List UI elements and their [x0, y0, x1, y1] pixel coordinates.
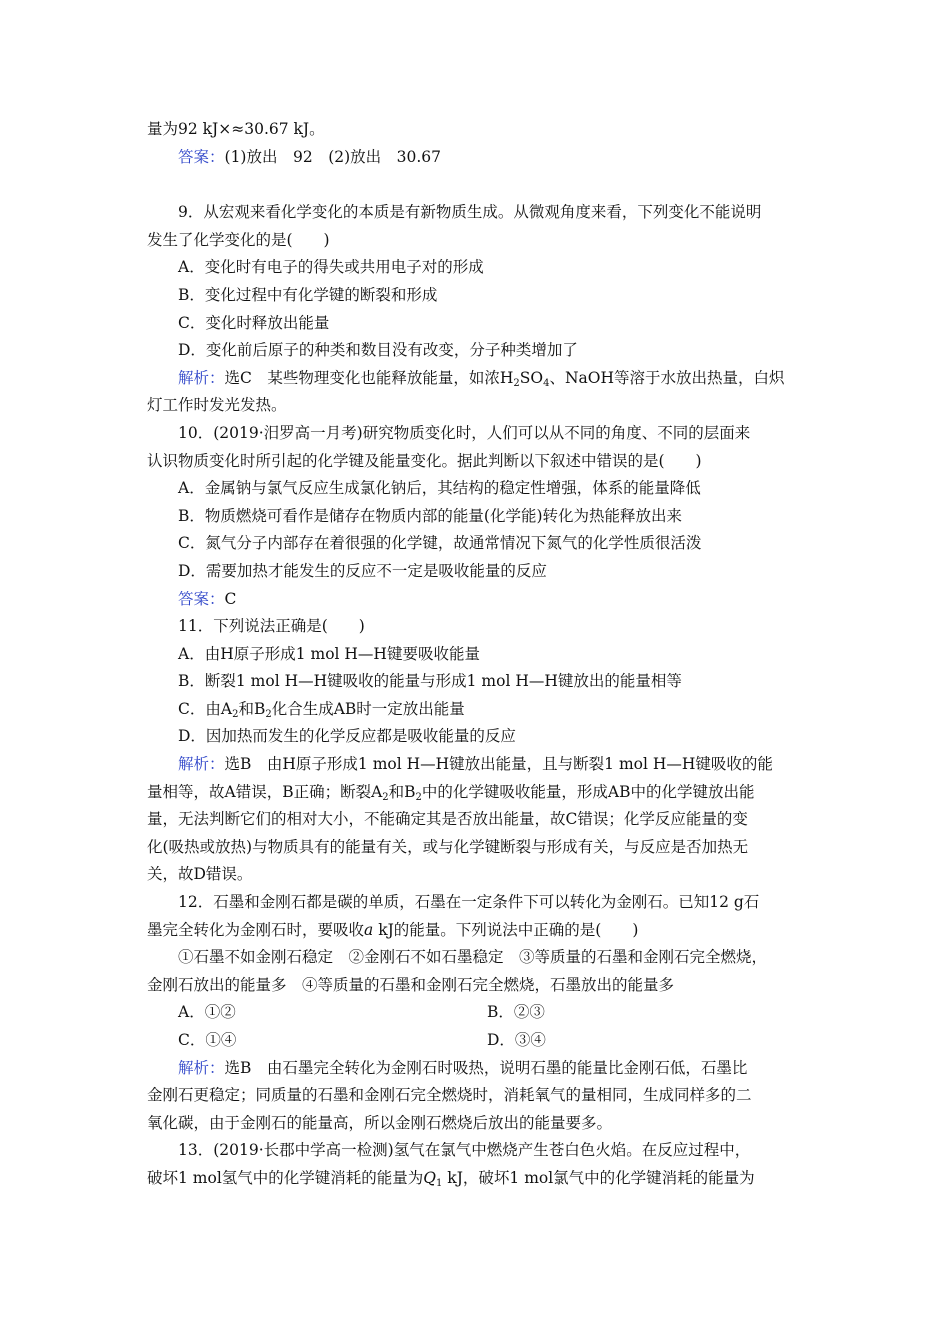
q10-answer: 答案：C	[178, 589, 237, 608]
q9-stem-line-2: 发生了化学变化的是( )	[147, 230, 330, 249]
q11-explanation-line-5: 关，故D错误。	[147, 865, 253, 884]
q11-option-b: B．断裂1 mol H—H键吸收的能量与形成1 mol H—H键放出的能量相等	[178, 672, 682, 691]
q12-stem-line-2: 墨完全转化为金刚石时，要吸收a kJ的能量。下列说法中正确的是( )	[147, 920, 639, 939]
explanation-label: 解析：	[178, 1058, 225, 1077]
q10-option-c: C．氮气分子内部存在着很强的化学键，故通常情况下氮气的化学性质很活泼	[178, 534, 702, 553]
q11-option-d: D．因加热而发生的化学反应都是吸收能量的反应	[178, 727, 516, 746]
q9-explanation-line-1: 解析：选C 某些物理变化也能释放能量，如浓$H_2SO_4$、NaOH等溶于水放出热量，白炽	[178, 368, 785, 389]
q11-explanation-line-4: 化(吸热或放热)与物质具有的能量有关，或与化学键断裂与形成有关，与反应是否加热无	[147, 837, 749, 856]
prev-answer: 答案：(1)放出 92 (2)放出 30.67	[178, 147, 442, 166]
q9-explanation-line-2: 灯工作时发光发热。	[147, 396, 287, 415]
q11-explanation-line-3: 量，无法判断它们的相对大小，不能确定其是否放出能量，故C错误；化学反应能量的变	[147, 810, 748, 829]
prev-result-line: 量为92 kJ×≈30.67 kJ。	[147, 120, 325, 138]
q9-option-d: D．变化前后原子的种类和数目没有改变，分子种类增加了	[178, 341, 578, 360]
q9-option-b: B．变化过程中有化学键的断裂和形成	[178, 285, 438, 304]
q10-option-b: B．物质燃烧可看作是储存在物质内部的能量(化学能)转化为热能释放出来	[178, 506, 682, 525]
q11-explanation-line-1: 解析：选B 由H原子形成1 mol H—H键放出能量，且与断裂1 mol H—H键吸收的能	[178, 755, 773, 774]
q10-stem-line-1: 10．(2019·汨罗高一月考)研究物质变化时，人们可以从不同的角度、不同的层面来	[178, 423, 751, 442]
q12-stem-line-1: 12．石墨和金刚石都是碳的单质，石墨在一定条件下可以转化为金刚石。已知12 g石	[178, 893, 760, 912]
q13-stem-line-2: 破坏1 mol氢气中的化学键消耗的能量为$Q_1$ kJ，破坏1 mol氯气中的化学键消耗的能量为	[147, 1168, 755, 1189]
q11-stem: 11．下列说法正确是( )	[178, 617, 365, 636]
q11-option-a: A．由H原子形成1 mol H—H键要吸收能量	[178, 644, 480, 663]
q9-option-a: A．变化时有电子的得失或共用电子对的形成	[178, 258, 484, 277]
answer-label: 答案：	[178, 147, 225, 166]
explanation-label: 解析：	[178, 368, 225, 387]
q12-option-c: C．①④	[178, 1031, 237, 1049]
q12-options-row-1	[147, 999, 811, 1027]
q12-explanation-line-2: 金刚石更稳定；同质量的石墨和金刚石完全燃烧时，消耗氧气的量相同，生成同样多的二	[147, 1086, 752, 1105]
q12-explanation-line-1: 解析：选B 由石墨完全转化为金刚石时吸热，说明石墨的能量比金刚石低，石墨比	[178, 1058, 748, 1077]
q10-option-a: A．金属钠与氯气反应生成氯化钠后，其结构的稳定性增强，体系的能量降低	[178, 479, 701, 498]
q12-option-d: D．③④	[487, 1031, 546, 1049]
q10-option-d: D．需要加热才能发生的反应不一定是吸收能量的反应	[178, 561, 547, 580]
q12-items-line-2: 金刚石放出的能量多 ④等质量的石墨和金刚石完全燃烧，石墨放出的能量多	[147, 975, 675, 994]
q9-stem-line-1: 9．从宏观来看化学变化的本质是有新物质生成。从微观角度来看，下列变化不能说明	[178, 203, 762, 222]
page-content	[147, 116, 811, 1193]
q12-options-row-2	[147, 1027, 811, 1055]
answer-label: 答案：	[178, 589, 225, 608]
q10-stem-line-2: 认识物质变化时所引起的化学键及能量变化。据此判断以下叙述中错误的是( )	[147, 451, 702, 470]
q11-explanation-line-2: 量相等，故A错误，B正确；断裂$A_2$和$B_2$中的化学键吸收能量，形成AB中的化学键放出能	[147, 782, 755, 803]
q9-option-c: C．变化时释放出能量	[178, 313, 330, 332]
q12-explanation-line-3: 氧化碳，由于金刚石的能量高，所以金刚石燃烧后放出的能量要多。	[147, 1113, 613, 1132]
q11-option-c: C．由$A_2$和$B_2$化合生成AB时一定放出能量	[178, 699, 465, 720]
q13-stem-line-1: 13．(2019·长郡中学高一检测)氢气在氯气中燃烧产生苍白色火焰。在反应过程中，	[178, 1141, 751, 1160]
q12-items-line-1: ①石墨不如金刚石稳定 ②金刚石不如石墨稳定 ③等质量的石墨和金刚石完全燃烧，	[178, 948, 768, 967]
q12-option-a: A．①②	[178, 1003, 236, 1022]
q12-option-b: B．②③	[487, 1003, 545, 1022]
explanation-label: 解析：	[178, 755, 225, 774]
